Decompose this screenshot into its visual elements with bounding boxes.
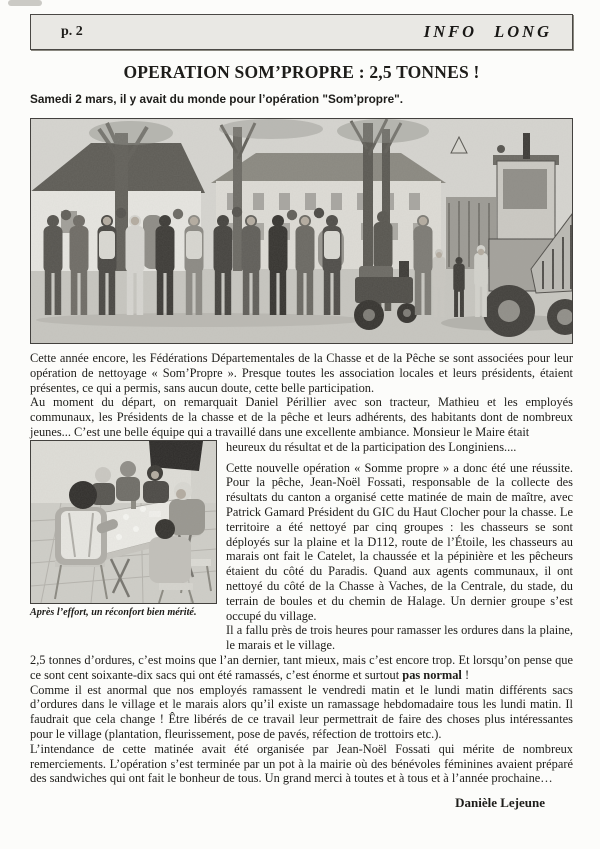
refreshment-photo [30, 440, 217, 604]
paragraph-4: Il a fallu près de trois heures pour ramasser les ordures dans la plaine, le marais et le village. [226, 623, 573, 653]
photo-text-section [30, 440, 573, 653]
paragraph-5 [30, 653, 573, 683]
photo-grain [31, 119, 572, 343]
paragraph-2: Au moment du départ, on remarquait Daniel Périllier avec son tracteur, Mathieu et les employés communaux, les Présidents de la chasse et de la pêche et leurs adhérents, des habitants dont de nombreux jeunes... C’est une belle équipe qui a travaillé dans une excellente ambiance. Monsieur le Maire était [30, 395, 573, 439]
side-text-column [226, 440, 573, 653]
page-number: p. 2 [61, 24, 83, 39]
author-signature: Danièle Lejeune [455, 795, 545, 811]
paragraph-5-text: 2,5 tonnes d’ordures, c’est moins que l’an dernier, tant mieux, mais c’est encore trop. Et lorsqu’on pense que ce sont cent soixante-dix sacs qui ont été ramassés, c’est énorme et surtout [30, 652, 573, 682]
refreshment-photo-figure [30, 440, 217, 653]
paragraph-2-continued: heureux du résultat et de la participation des Longiniens.... [226, 439, 517, 454]
refreshment-photo-image [31, 441, 216, 603]
paragraph-7: L’intendance de cette matinée avait été organisée par Jean-Noël Fossati qui mérite de nombreux remerciements. L’opération s’est terminée par un pot à la mairie où des bénévoles féminines avaient préparé des sandwiches qui ont fait le bonheur de tous. Un grand merci à toutes et à tous et à l’année prochaine… [30, 741, 573, 786]
paragraph-3: Cette nouvelle opération « Somme propre » a donc été une réussite. Pour la pêche, Jean-Noël Fossati, responsable de la collecte des résultats du canton a organisé cette matinée de main de maître, avec Patrick Gamard Président du GIC du Haut Clocher pour la chasse. Le territoire a été nettoyé par cinq groupes : les chasseurs se sont déployés sur la plaine et la D112, route de l’Étoile, les chasseurs au marais ont fait le Catelet, la chaussée et la pépinière et les pêcheurs étaient du côté du Paradis. Quand aux agents communaux, il ont nettoyé du côté de la Chasse à Vaches, de la Centrale, du stade, du terrain de boules et du chemin de Halage. Un dernier groupe s’est occupé du village. [226, 460, 573, 623]
paragraph-1: Cette année encore, les Fédérations Départementales de la Chasse et de la Pêche se sont associées pour leur opération de nettoyage « Som’Propre ». Presque toutes les association locales et leurs présidents, étaient présentes, ce qui a permis, sans aucun doute, cette belle participation. [30, 351, 573, 395]
masthead-title: INFO LONG [423, 22, 552, 41]
paragraph-6: Comme il est anormal que nos employés ramassent le vendredi matin et le lundi matin différents sacs d’ordures dans le village et le marais alors qu’il existe un ramassage hebdomadaire tous les lundi matin. Il faudrait que cela change ! Être libérés de ce travail leur permettrait de faire des choses plus intéressantes pour le village (plantation, fleurissement, pose de pavés, réfection de trottoirs etc.). [30, 682, 573, 741]
article-body [30, 351, 573, 786]
photo-grain [31, 441, 216, 603]
article-subtitle: Samedi 2 mars, il y avait du monde pour l’opération "Som’propre". [30, 92, 404, 106]
paragraph-5-emphasis: pas normal [402, 667, 462, 682]
article-title: OPERATION SOM’PROPRE : 2,5 TONNES ! [123, 62, 480, 82]
page-header [30, 14, 573, 50]
scan-artifact [8, 0, 42, 6]
group-photo [30, 118, 573, 344]
photo-caption: Après l’effort, un réconfort bien mérité. [30, 606, 197, 618]
paragraph-5-end: ! [461, 667, 470, 682]
group-photo-image [31, 119, 572, 343]
